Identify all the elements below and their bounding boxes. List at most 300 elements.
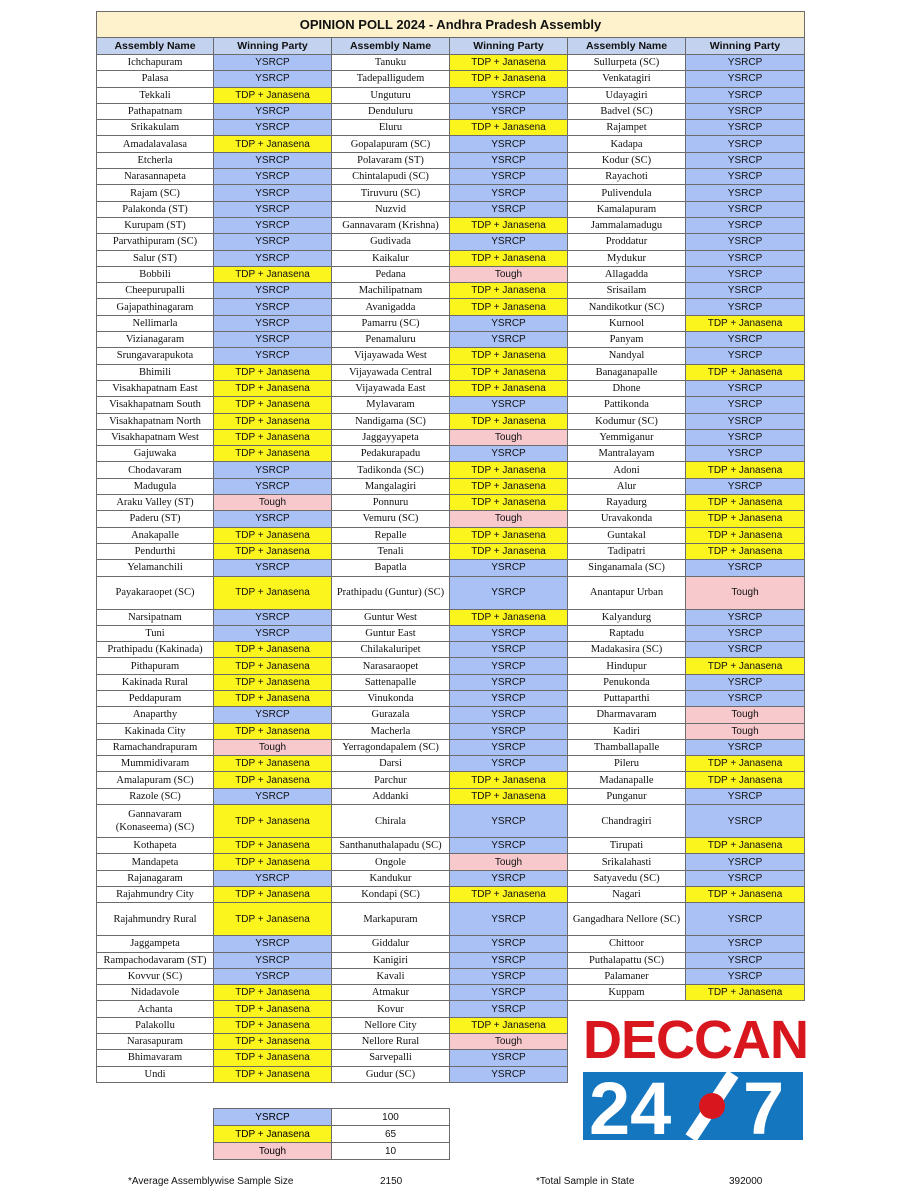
winning-party-cell: TDP + Janasena xyxy=(214,1017,332,1033)
assembly-name-cell: Avanigadda xyxy=(332,299,450,315)
winning-party-cell: YSRCP xyxy=(686,283,805,299)
assembly-name-cell: Kavali xyxy=(332,968,450,984)
assembly-name-cell: Ponnuru xyxy=(332,495,450,511)
winning-party-cell: TDP + Janasena xyxy=(214,527,332,543)
winning-party-cell: TDP + Janasena xyxy=(686,838,805,854)
assembly-name-cell: Kandukur xyxy=(332,870,450,886)
assembly-name-cell: Palasa xyxy=(97,71,214,87)
table-row xyxy=(97,462,805,478)
winning-party-cell: YSRCP xyxy=(214,217,332,233)
winning-party-cell: Tough xyxy=(214,739,332,755)
summary-row xyxy=(214,1126,450,1143)
winning-party-cell: YSRCP xyxy=(214,120,332,136)
assembly-name-cell: Bhimili xyxy=(97,364,214,380)
winning-party-cell: YSRCP xyxy=(686,348,805,364)
winning-party-cell: YSRCP xyxy=(214,707,332,723)
assembly-name-cell: Anantapur Urban xyxy=(568,576,686,609)
winning-party-cell: YSRCP xyxy=(450,169,568,185)
winning-party-cell: TDP + Janasena xyxy=(214,446,332,462)
assembly-name-cell: Ongole xyxy=(332,854,450,870)
assembly-name-cell: Adoni xyxy=(568,462,686,478)
winning-party-cell: YSRCP xyxy=(450,903,568,936)
winning-party-cell: YSRCP xyxy=(214,870,332,886)
assembly-name-cell: Kondapi (SC) xyxy=(332,886,450,902)
table-row xyxy=(97,723,805,739)
assembly-name-cell: Kakinada Rural xyxy=(97,674,214,690)
assembly-name-cell: Amalapuram (SC) xyxy=(97,772,214,788)
table-row xyxy=(97,576,805,609)
assembly-name-cell: Gajapathinagaram xyxy=(97,299,214,315)
winning-party-cell: TDP + Janasena xyxy=(450,543,568,559)
assembly-name-cell: Mangalagiri xyxy=(332,478,450,494)
assembly-name-cell: Proddatur xyxy=(568,234,686,250)
assembly-name-cell: Venkatagiri xyxy=(568,71,686,87)
winning-party-cell: TDP + Janasena xyxy=(450,495,568,511)
table-row xyxy=(97,283,805,299)
assembly-name-cell: Undi xyxy=(97,1066,214,1082)
assembly-name-cell: Sattenapalle xyxy=(332,674,450,690)
assembly-name-cell: Salur (ST) xyxy=(97,250,214,266)
table-row xyxy=(97,103,805,119)
assembly-name-cell: Vijayawada Central xyxy=(332,364,450,380)
assembly-name-cell: Amadalavalasa xyxy=(97,136,214,152)
assembly-name-cell: Kuppam xyxy=(568,985,686,1001)
winning-party-cell: YSRCP xyxy=(686,299,805,315)
winning-party-cell: YSRCP xyxy=(686,217,805,233)
summary-party-label: TDP + Janasena xyxy=(214,1126,332,1143)
winning-party-cell: YSRCP xyxy=(450,625,568,641)
table-row xyxy=(97,936,805,952)
assembly-name-cell: Tekkali xyxy=(97,87,214,103)
winning-party-cell: YSRCP xyxy=(214,169,332,185)
winning-party-cell: TDP + Janasena xyxy=(214,886,332,902)
winning-party-cell: YSRCP xyxy=(450,234,568,250)
winning-party-cell: YSRCP xyxy=(686,968,805,984)
winning-party-cell: YSRCP xyxy=(214,560,332,576)
assembly-name-cell: Rayadurg xyxy=(568,495,686,511)
assembly-name-cell: Satyavedu (SC) xyxy=(568,870,686,886)
winning-party-cell: YSRCP xyxy=(686,674,805,690)
winning-party-cell: YSRCP xyxy=(450,1001,568,1017)
table-row xyxy=(97,380,805,396)
table-row xyxy=(97,332,805,348)
table-row xyxy=(97,397,805,413)
assembly-name-cell: Vinukonda xyxy=(332,690,450,706)
assembly-name-cell: Vizianagaram xyxy=(97,332,214,348)
winning-party-cell: YSRCP xyxy=(214,55,332,71)
assembly-name-cell: Kakinada City xyxy=(97,723,214,739)
assembly-name-cell: Palakonda (ST) xyxy=(97,201,214,217)
table-row xyxy=(97,136,805,152)
assembly-name-cell: Markapuram xyxy=(332,903,450,936)
winning-party-cell: TDP + Janasena xyxy=(450,1017,568,1033)
winning-party-cell: TDP + Janasena xyxy=(214,854,332,870)
table-row xyxy=(97,838,805,854)
winning-party-cell: YSRCP xyxy=(686,332,805,348)
winning-party-cell: Tough xyxy=(450,854,568,870)
assembly-name-cell: Mydukur xyxy=(568,250,686,266)
winning-party-cell: YSRCP xyxy=(214,952,332,968)
assembly-name-cell: Puttaparthi xyxy=(568,690,686,706)
winning-party-cell: TDP + Janasena xyxy=(214,674,332,690)
winning-party-cell: YSRCP xyxy=(214,71,332,87)
assembly-name-cell: Etcherla xyxy=(97,152,214,168)
winning-party-cell: TDP + Janasena xyxy=(214,136,332,152)
winning-party-cell: YSRCP xyxy=(450,1050,568,1066)
winning-party-cell: TDP + Janasena xyxy=(214,805,332,838)
assembly-name-cell: Narasaraopet xyxy=(332,658,450,674)
winning-party-cell: Tough xyxy=(450,266,568,282)
winning-party-cell: TDP + Janasena xyxy=(450,120,568,136)
table-row xyxy=(97,169,805,185)
assembly-name-cell: Madakasira (SC) xyxy=(568,642,686,658)
table-row xyxy=(97,478,805,494)
winning-party-cell: Tough xyxy=(686,707,805,723)
winning-party-cell: YSRCP xyxy=(686,413,805,429)
winning-party-cell: Tough xyxy=(450,429,568,445)
table-row xyxy=(97,234,805,250)
avg-sample-label: *Average Assemblywise Sample Size xyxy=(128,1176,294,1187)
assembly-name-cell: Kodur (SC) xyxy=(568,152,686,168)
assembly-name-cell: Nellore City xyxy=(332,1017,450,1033)
table-row xyxy=(97,495,805,511)
winning-party-cell: YSRCP xyxy=(450,152,568,168)
assembly-name-cell: Kamalapuram xyxy=(568,201,686,217)
logo-digits-24: 24 xyxy=(589,1072,672,1140)
winning-party-cell: YSRCP xyxy=(214,103,332,119)
assembly-name-cell: Gannavaram (Krishna) xyxy=(332,217,450,233)
winning-party-cell: YSRCP xyxy=(686,266,805,282)
table-row xyxy=(97,364,805,380)
assembly-name-cell: Nellimarla xyxy=(97,315,214,331)
assembly-name-cell: Narasapuram xyxy=(97,1034,214,1050)
winning-party-cell: YSRCP xyxy=(686,478,805,494)
winning-party-cell: TDP + Janasena xyxy=(214,642,332,658)
header-winning-party: Winning Party xyxy=(686,38,805,55)
winning-party-cell: YSRCP xyxy=(214,511,332,527)
winning-party-cell: YSRCP xyxy=(214,478,332,494)
winning-party-cell: YSRCP xyxy=(214,968,332,984)
winning-party-cell: YSRCP xyxy=(686,234,805,250)
assembly-name-cell: Yelamanchili xyxy=(97,560,214,576)
winning-party-cell: TDP + Janasena xyxy=(214,756,332,772)
assembly-name-cell: Nellore Rural xyxy=(332,1034,450,1050)
winning-party-cell: YSRCP xyxy=(214,609,332,625)
assembly-name-cell: Pamarru (SC) xyxy=(332,315,450,331)
winning-party-cell: TDP + Janasena xyxy=(214,1034,332,1050)
assembly-name-cell: Cheepurupalli xyxy=(97,283,214,299)
assembly-name-cell: Bhimavaram xyxy=(97,1050,214,1066)
total-sample-value: 392000 xyxy=(729,1176,763,1187)
assembly-name-cell: Razole (SC) xyxy=(97,788,214,804)
assembly-name-cell: Bobbili xyxy=(97,266,214,282)
assembly-name-cell: Kurupam (ST) xyxy=(97,217,214,233)
assembly-name-cell: Panyam xyxy=(568,332,686,348)
winning-party-cell: YSRCP xyxy=(686,103,805,119)
assembly-name-cell: Araku Valley (ST) xyxy=(97,495,214,511)
assembly-name-cell: Denduluru xyxy=(332,103,450,119)
winning-party-cell: YSRCP xyxy=(686,87,805,103)
winning-party-cell: YSRCP xyxy=(686,55,805,71)
assembly-name-cell: Pedana xyxy=(332,266,450,282)
table-row xyxy=(97,250,805,266)
winning-party-cell: YSRCP xyxy=(214,788,332,804)
winning-party-cell: TDP + Janasena xyxy=(450,380,568,396)
assembly-name-cell: Visakhapatnam North xyxy=(97,413,214,429)
assembly-name-cell: Ichchapuram xyxy=(97,55,214,71)
winning-party-cell: Tough xyxy=(686,576,805,609)
winning-party-cell: YSRCP xyxy=(450,985,568,1001)
table-row xyxy=(97,429,805,445)
table-row xyxy=(97,527,805,543)
assembly-name-cell: Santhanuthalapadu (SC) xyxy=(332,838,450,854)
assembly-name-cell: Yerragondapalem (SC) xyxy=(332,739,450,755)
assembly-name-cell: Singanamala (SC) xyxy=(568,560,686,576)
assembly-name-cell: Jammalamadugu xyxy=(568,217,686,233)
assembly-name-cell: Dhone xyxy=(568,380,686,396)
assembly-name-cell: Palamaner xyxy=(568,968,686,984)
assembly-name-cell: Gopalapuram (SC) xyxy=(332,136,450,152)
winning-party-cell: Tough xyxy=(450,1034,568,1050)
assembly-name-cell: Rayachoti xyxy=(568,169,686,185)
winning-party-cell: YSRCP xyxy=(450,201,568,217)
assembly-name-cell: Chodavaram xyxy=(97,462,214,478)
winning-party-cell: YSRCP xyxy=(686,136,805,152)
winning-party-cell: TDP + Janasena xyxy=(686,364,805,380)
winning-party-cell: TDP + Janasena xyxy=(450,299,568,315)
winning-party-cell: YSRCP xyxy=(450,185,568,201)
header-assembly-name: Assembly Name xyxy=(568,38,686,55)
winning-party-cell: YSRCP xyxy=(450,952,568,968)
table-row xyxy=(97,120,805,136)
header-winning-party: Winning Party xyxy=(214,38,332,55)
table-row xyxy=(97,55,805,71)
table-row xyxy=(97,446,805,462)
winning-party-cell: YSRCP xyxy=(686,642,805,658)
logo-24-7-mark xyxy=(583,1072,803,1140)
table-row xyxy=(97,152,805,168)
assembly-name-cell: Punganur xyxy=(568,788,686,804)
winning-party-cell: YSRCP xyxy=(450,560,568,576)
winning-party-cell: YSRCP xyxy=(450,642,568,658)
assembly-name-cell: Visakhapatnam East xyxy=(97,380,214,396)
winning-party-cell: TDP + Janasena xyxy=(686,495,805,511)
assembly-name-cell: Nandikotkur (SC) xyxy=(568,299,686,315)
summary-row xyxy=(214,1109,450,1126)
winning-party-cell: YSRCP xyxy=(686,201,805,217)
assembly-name-cell: Mummidivaram xyxy=(97,756,214,772)
winning-party-cell: YSRCP xyxy=(450,968,568,984)
assembly-name-cell: Eluru xyxy=(332,120,450,136)
assembly-name-cell: Kothapeta xyxy=(97,838,214,854)
assembly-name-cell: Pileru xyxy=(568,756,686,772)
winning-party-cell: TDP + Janasena xyxy=(214,838,332,854)
assembly-name-cell: Penamaluru xyxy=(332,332,450,348)
assembly-name-cell: Kalyandurg xyxy=(568,609,686,625)
winning-party-cell: YSRCP xyxy=(214,152,332,168)
assembly-name-cell: Anaparthy xyxy=(97,707,214,723)
assembly-name-cell: Guntur West xyxy=(332,609,450,625)
assembly-name-cell: Pulivendula xyxy=(568,185,686,201)
winning-party-cell: TDP + Janasena xyxy=(450,527,568,543)
assembly-name-cell: Prathipadu (Kakinada) xyxy=(97,642,214,658)
assembly-name-cell: Peddapuram xyxy=(97,690,214,706)
winning-party-cell: YSRCP xyxy=(214,348,332,364)
assembly-name-cell: Macherla xyxy=(332,723,450,739)
header-assembly-name: Assembly Name xyxy=(97,38,214,55)
table-row xyxy=(97,788,805,804)
assembly-name-cell: Sarvepalli xyxy=(332,1050,450,1066)
assembly-name-cell: Chintalapudi (SC) xyxy=(332,169,450,185)
assembly-name-cell: Pathapatnam xyxy=(97,103,214,119)
winning-party-cell: YSRCP xyxy=(214,250,332,266)
table-row xyxy=(97,854,805,870)
winning-party-cell: YSRCP xyxy=(686,71,805,87)
assembly-name-cell: Chandragiri xyxy=(568,805,686,838)
assembly-name-cell: Parvathipuram (SC) xyxy=(97,234,214,250)
winning-party-cell: YSRCP xyxy=(450,103,568,119)
table-row xyxy=(97,609,805,625)
table-row xyxy=(97,625,805,641)
assembly-name-cell: Unguturu xyxy=(332,87,450,103)
header-row xyxy=(97,38,805,55)
assembly-name-cell: Vemuru (SC) xyxy=(332,511,450,527)
table-row xyxy=(97,185,805,201)
winning-party-cell: YSRCP xyxy=(214,462,332,478)
assembly-name-cell: Kovvur (SC) xyxy=(97,968,214,984)
winning-party-cell: TDP + Janasena xyxy=(450,413,568,429)
assembly-name-cell: Thamballapalle xyxy=(568,739,686,755)
table-row xyxy=(97,674,805,690)
assembly-name-cell: Rajahmundry Rural xyxy=(97,903,214,936)
winning-party-cell: YSRCP xyxy=(686,952,805,968)
winning-party-cell: YSRCP xyxy=(686,739,805,755)
assembly-name-cell: Tadepalligudem xyxy=(332,71,450,87)
winning-party-cell: TDP + Janasena xyxy=(450,348,568,364)
assembly-name-cell: Pithapuram xyxy=(97,658,214,674)
winning-party-cell: TDP + Janasena xyxy=(450,217,568,233)
assembly-name-cell: Kovur xyxy=(332,1001,450,1017)
assembly-name-cell: Pattikonda xyxy=(568,397,686,413)
assembly-name-cell: Atmakur xyxy=(332,985,450,1001)
winning-party-cell: YSRCP xyxy=(450,332,568,348)
winning-party-cell: YSRCP xyxy=(686,397,805,413)
assembly-name-cell: Gudivada xyxy=(332,234,450,250)
winning-party-cell: TDP + Janasena xyxy=(686,527,805,543)
assembly-name-cell: Guntakal xyxy=(568,527,686,543)
winning-party-cell: YSRCP xyxy=(686,560,805,576)
summary-seat-count: 10 xyxy=(332,1143,450,1160)
winning-party-cell: TDP + Janasena xyxy=(214,985,332,1001)
table-row xyxy=(97,968,805,984)
winning-party-cell: TDP + Janasena xyxy=(686,658,805,674)
assembly-name-cell: Penukonda xyxy=(568,674,686,690)
winning-party-cell: TDP + Janasena xyxy=(214,690,332,706)
table-row xyxy=(97,870,805,886)
summary-seat-count: 65 xyxy=(332,1126,450,1143)
winning-party-cell: TDP + Janasena xyxy=(214,903,332,936)
table-row xyxy=(97,87,805,103)
winning-party-cell: YSRCP xyxy=(686,870,805,886)
assembly-name-cell: Yemmiganur xyxy=(568,429,686,445)
assembly-name-cell: Pendurthi xyxy=(97,543,214,559)
table-row xyxy=(97,71,805,87)
assembly-name-cell: Jaggayyapeta xyxy=(332,429,450,445)
winning-party-cell: TDP + Janasena xyxy=(450,772,568,788)
winning-party-cell: YSRCP xyxy=(214,283,332,299)
table-row xyxy=(97,299,805,315)
logo-digit-7: 7 xyxy=(743,1072,785,1140)
assembly-name-cell: Prathipadu (Guntur) (SC) xyxy=(332,576,450,609)
assembly-name-cell: Nagari xyxy=(568,886,686,902)
assembly-name-cell: Dharmavaram xyxy=(568,707,686,723)
assembly-name-cell: Chirala xyxy=(332,805,450,838)
assembly-name-cell: Darsi xyxy=(332,756,450,772)
assembly-name-cell: Hindupur xyxy=(568,658,686,674)
table-row xyxy=(97,266,805,282)
winning-party-cell: TDP + Janasena xyxy=(214,397,332,413)
assembly-name-cell: Nandyal xyxy=(568,348,686,364)
assembly-name-cell: Vijayawada East xyxy=(332,380,450,396)
table-row xyxy=(97,707,805,723)
assembly-name-cell: Puthalapattu (SC) xyxy=(568,952,686,968)
table-row xyxy=(97,642,805,658)
winning-party-cell: YSRCP xyxy=(686,854,805,870)
assembly-name-cell: Chittoor xyxy=(568,936,686,952)
winning-party-cell: TDP + Janasena xyxy=(214,364,332,380)
winning-party-cell: TDP + Janasena xyxy=(214,576,332,609)
assembly-name-cell: Mylavaram xyxy=(332,397,450,413)
deccan-logo xyxy=(583,1010,809,1140)
logo-dot xyxy=(699,1093,725,1119)
winning-party-cell: YSRCP xyxy=(686,380,805,396)
winning-party-cell: TDP + Janasena xyxy=(450,609,568,625)
assembly-name-cell: Narsipatnam xyxy=(97,609,214,625)
winning-party-cell: TDP + Janasena xyxy=(686,772,805,788)
winning-party-cell: YSRCP xyxy=(214,332,332,348)
assembly-name-cell: Repalle xyxy=(332,527,450,543)
summary-party-label: YSRCP xyxy=(214,1109,332,1126)
winning-party-cell: YSRCP xyxy=(450,397,568,413)
assembly-name-cell: Achanta xyxy=(97,1001,214,1017)
assembly-name-cell: Mandapeta xyxy=(97,854,214,870)
assembly-name-cell: Gannavaram (Konaseema) (SC) xyxy=(97,805,214,838)
table-row xyxy=(97,315,805,331)
winning-party-cell: YSRCP xyxy=(686,805,805,838)
assembly-name-cell: Kodumur (SC) xyxy=(568,413,686,429)
winning-party-cell: YSRCP xyxy=(450,87,568,103)
table-row xyxy=(97,511,805,527)
assembly-name-cell: Rajahmundry City xyxy=(97,886,214,902)
winning-party-cell: YSRCP xyxy=(686,429,805,445)
winning-party-cell: YSRCP xyxy=(686,903,805,936)
assembly-name-cell: Giddalur xyxy=(332,936,450,952)
assembly-name-cell: Madugula xyxy=(97,478,214,494)
winning-party-cell: YSRCP xyxy=(450,674,568,690)
assembly-name-cell: Rajanagaram xyxy=(97,870,214,886)
winning-party-cell: YSRCP xyxy=(686,120,805,136)
winning-party-cell: YSRCP xyxy=(450,756,568,772)
winning-party-cell: YSRCP xyxy=(686,250,805,266)
winning-party-cell: YSRCP xyxy=(214,201,332,217)
winning-party-cell: YSRCP xyxy=(450,838,568,854)
assembly-name-cell: Nuzvid xyxy=(332,201,450,217)
summary-seat-count: 100 xyxy=(332,1109,450,1126)
winning-party-cell: TDP + Janasena xyxy=(686,511,805,527)
assembly-name-cell: Tadikonda (SC) xyxy=(332,462,450,478)
winning-party-cell: TDP + Janasena xyxy=(214,87,332,103)
table-row xyxy=(97,690,805,706)
